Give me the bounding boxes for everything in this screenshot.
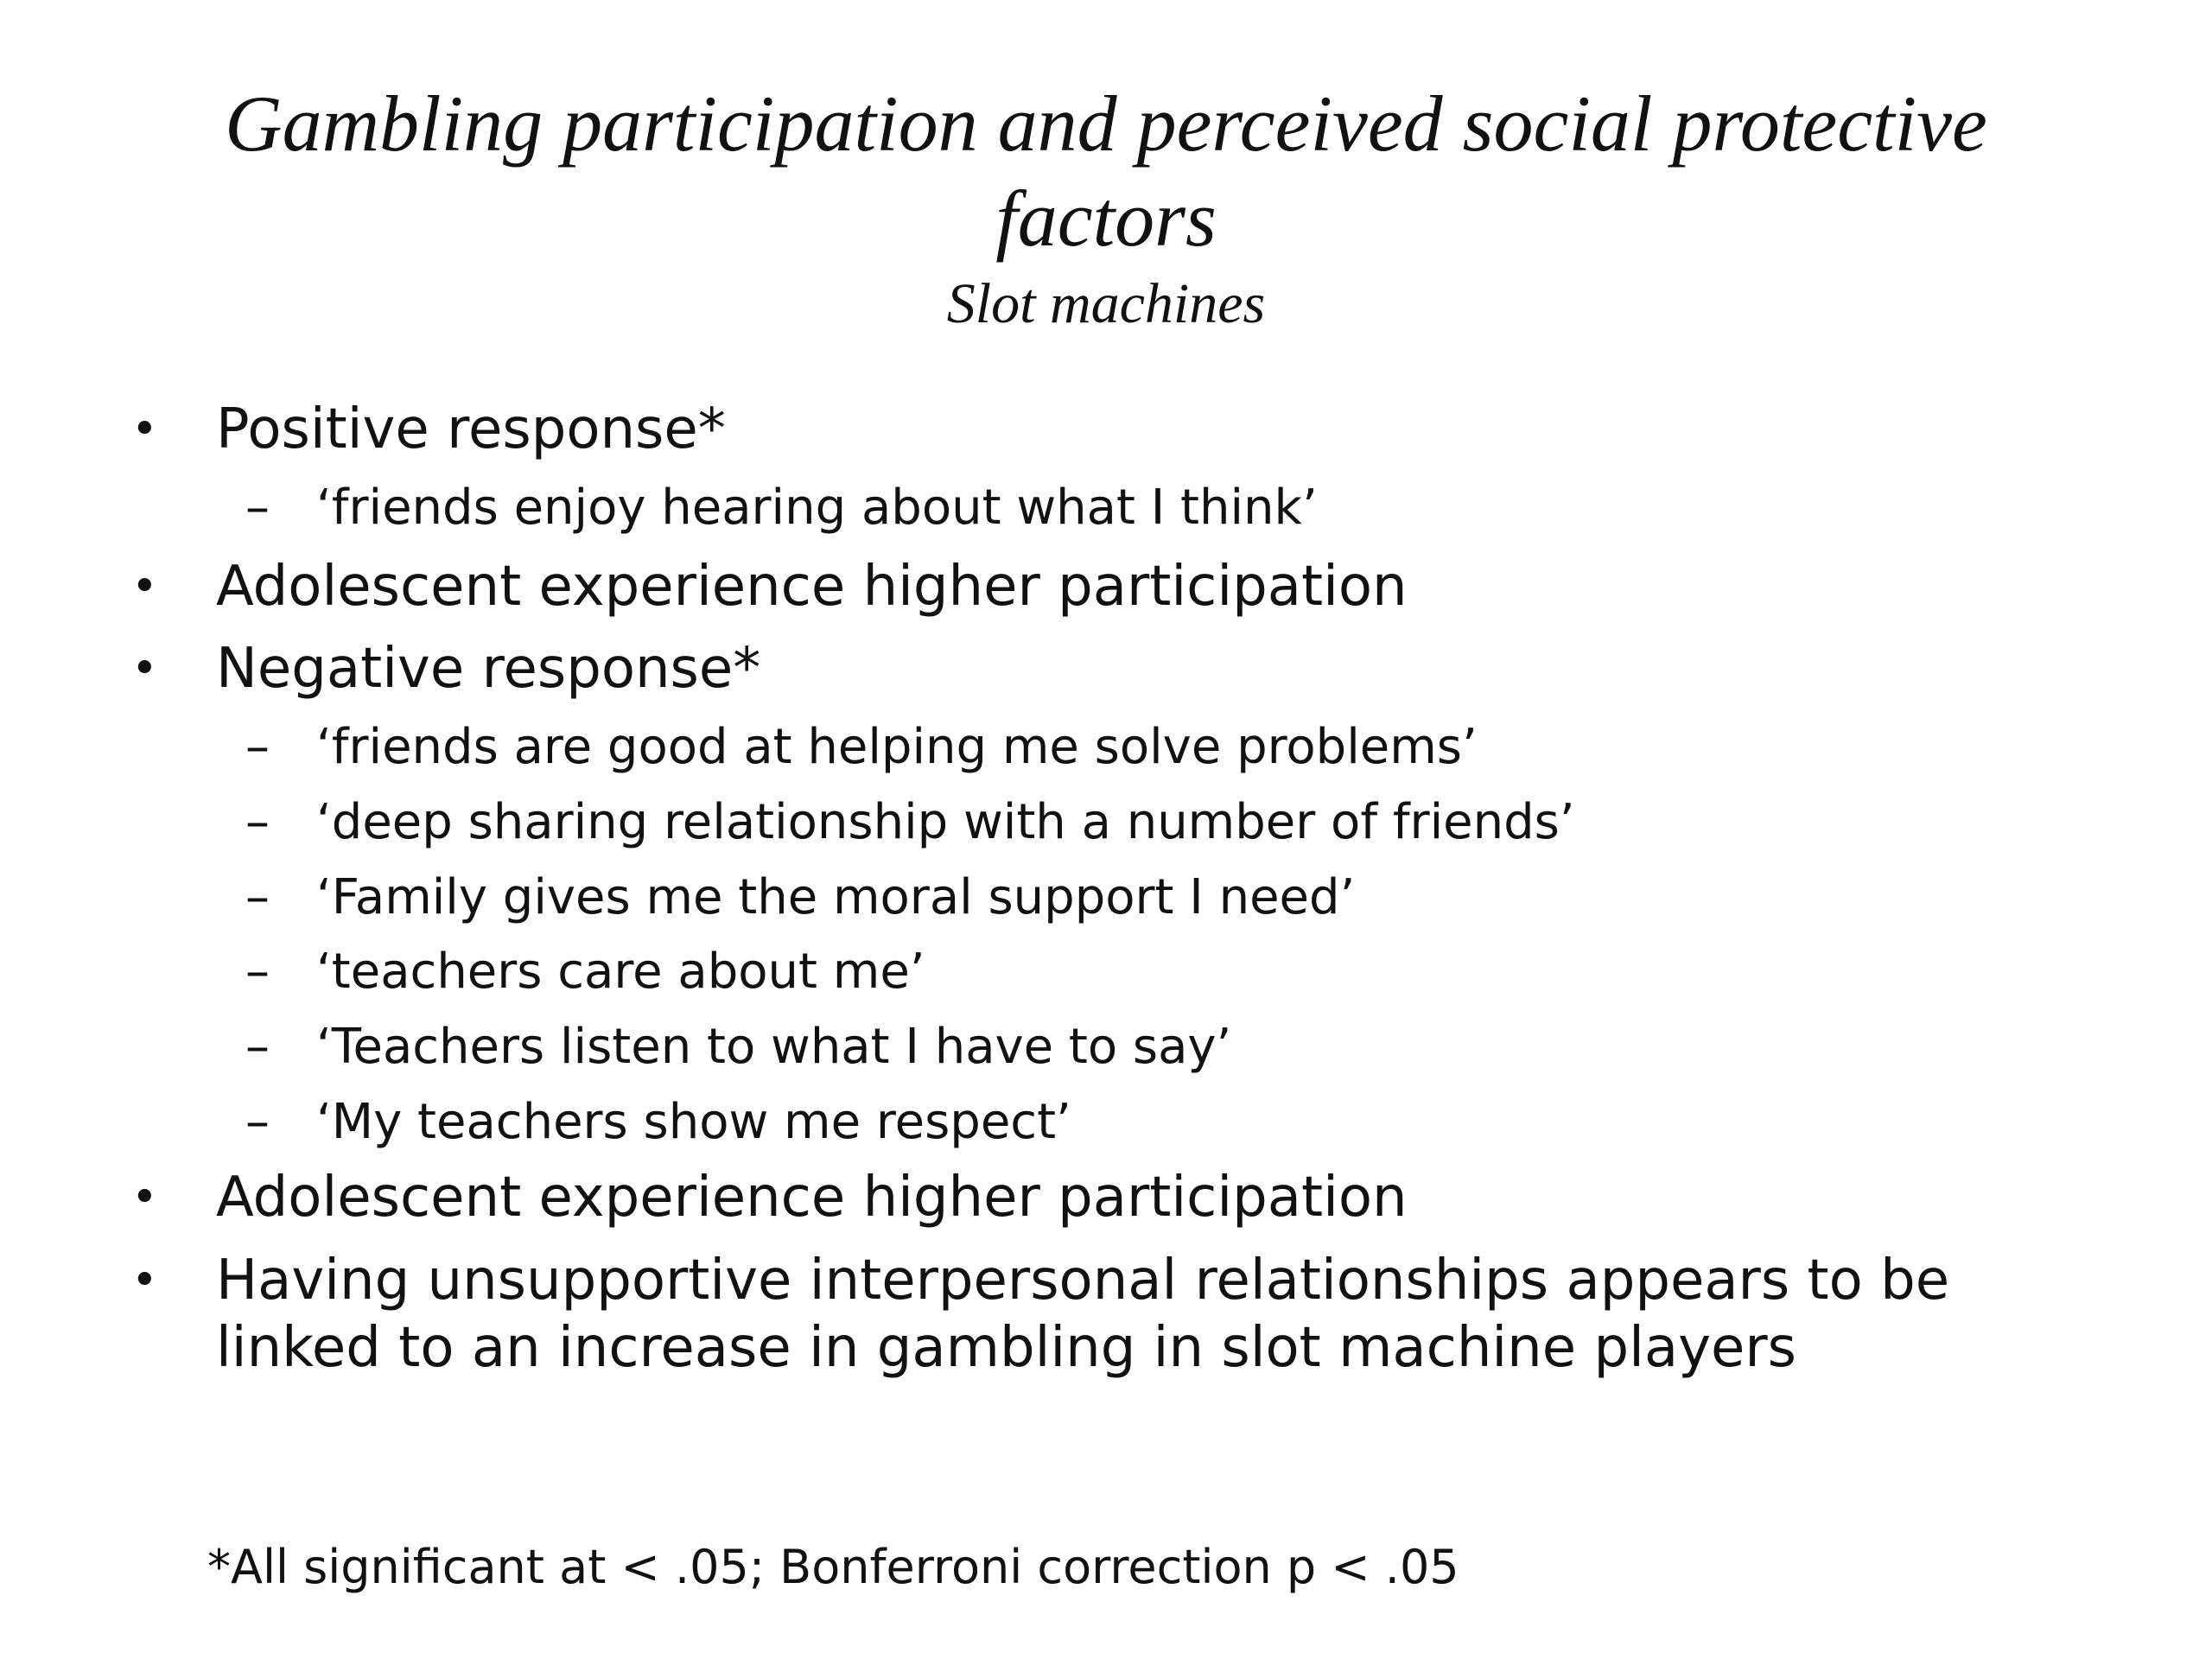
sub-bullet-text: ‘Family gives me the moral support I need’ xyxy=(316,869,1356,925)
slide-title: Gambling participation and perceived social protective factors xyxy=(225,79,1987,263)
bullet-text: Adolescent experience higher participation xyxy=(216,555,1408,619)
slide-subtitle: Slot machines xyxy=(946,272,1266,335)
sub-bullet-item xyxy=(245,1017,2044,1077)
footnote: *All significant at < .05; Bonferroni correction p < .05 xyxy=(207,1540,1459,1594)
dash-icon: – xyxy=(245,1094,270,1150)
bullet-item xyxy=(131,1164,2074,1231)
sub-bullet-item xyxy=(245,1092,2044,1153)
bullet-dot-icon: • xyxy=(131,561,158,613)
dash-icon: – xyxy=(245,480,270,536)
sub-bullet-text: ‘friends are good at helping me solve problems’ xyxy=(316,719,1478,775)
bullet-item xyxy=(131,635,2074,702)
bullet-dot-icon: • xyxy=(131,643,158,695)
sub-bullet-text: ‘teachers care about me’ xyxy=(316,944,925,1000)
sub-bullet-item xyxy=(245,478,2044,538)
sub-bullet-text: ‘Teachers listen to what I have to say’ xyxy=(316,1019,1232,1075)
dash-icon: – xyxy=(245,869,270,925)
bullet-item xyxy=(131,396,2074,463)
bullet-dot-icon: • xyxy=(131,404,158,455)
dash-icon: – xyxy=(245,719,270,775)
bullet-dot-icon: • xyxy=(131,1255,158,1306)
bullet-dot-icon: • xyxy=(131,1172,158,1224)
bullet-item xyxy=(131,1247,2074,1382)
bullet-text: Negative response* xyxy=(216,637,761,701)
sub-bullet-text: ‘friends enjoy hearing about what I think’ xyxy=(316,480,1318,536)
bullet-item xyxy=(131,553,2074,620)
bullet-text: Adolescent experience higher participation xyxy=(216,1166,1408,1230)
bullet-text: Positive response* xyxy=(216,397,726,461)
sub-bullet-text: ‘My teachers show me respect’ xyxy=(316,1094,1071,1150)
sub-bullet-item xyxy=(245,792,2044,853)
sub-bullet-item xyxy=(245,942,2044,1002)
bullet-text: Having unsupportive interpersonal relationships appears to be linked to an increase in gambling in slot machine players xyxy=(216,1249,1950,1380)
sub-bullet-item xyxy=(245,717,2044,778)
dash-icon: – xyxy=(245,944,270,1000)
sub-bullet-text: ‘deep sharing relationship with a number of friends’ xyxy=(316,794,1575,850)
dash-icon: – xyxy=(245,1019,270,1075)
sub-bullet-item xyxy=(245,868,2044,928)
dash-icon: – xyxy=(245,794,270,850)
